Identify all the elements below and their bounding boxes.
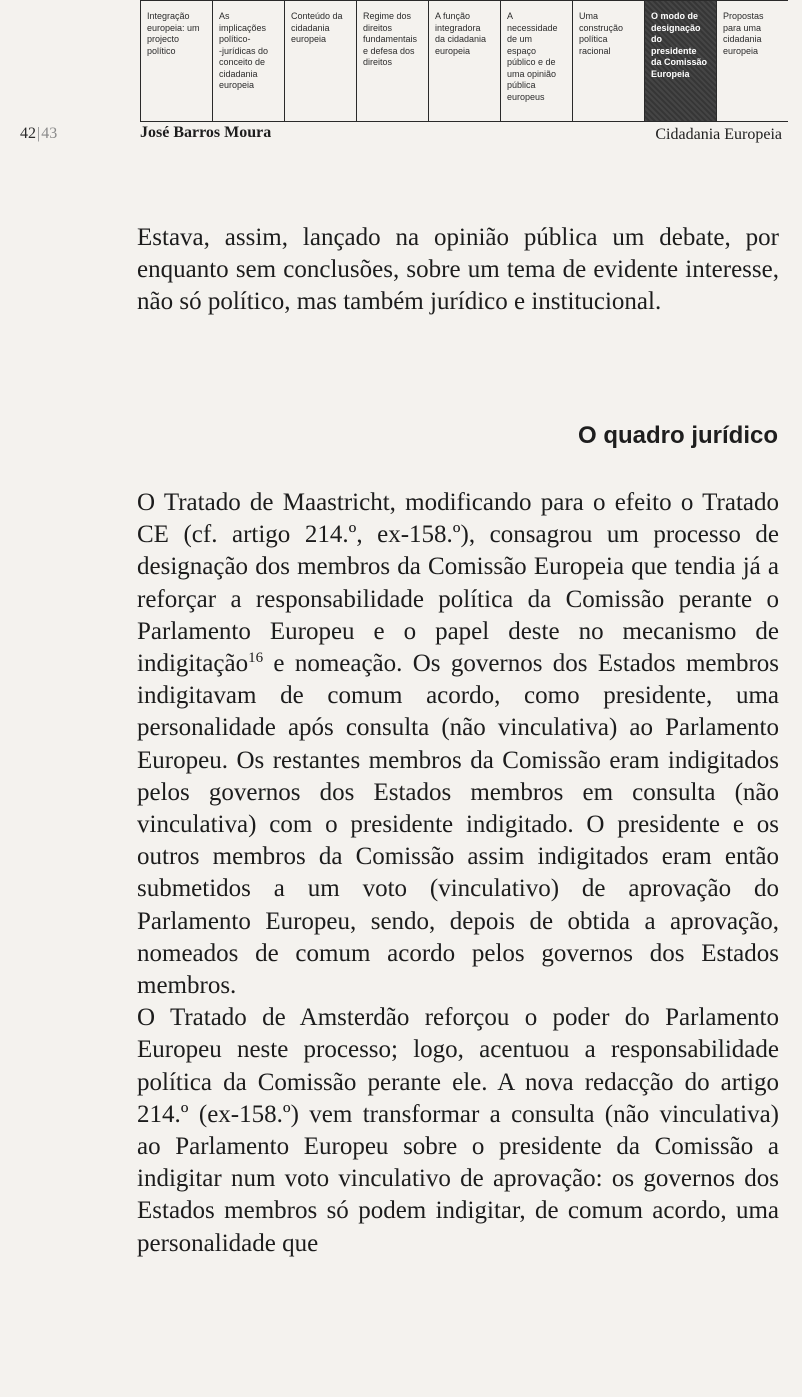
page-number-right: 43 (41, 125, 58, 142)
chapter-tab-5: A função integradora da cidadania europeia (428, 1, 500, 121)
paragraph-maastricht-part-1: O Tratado de Maastricht, modificando para o efeito o Tratado CE (cf. artigo 214.º, ex-158.º), consagrou um processo de designação dos membros da Comissão Europeia que tendia já a reforçar a responsabilidade política da Comissão perante o Parlamento Europeu e o papel deste no mecanismo de indigitação (137, 489, 779, 678)
section-heading: O quadro jurídico (577, 422, 778, 449)
chapter-tab-3: Conteúdo da cidadania europeia (284, 1, 356, 121)
running-header-book-title: Cidadania Europeia (655, 126, 782, 143)
main-text (137, 487, 779, 1260)
intro-paragraph-text: Estava, assim, lançado na opinião pública um debate, por enquanto sem conclusões, sobre um tema de evidente interesse, não só político, mas também jurídico e institucional. (137, 224, 779, 316)
chapter-tab-7: Uma construção política racional (572, 1, 644, 121)
paragraph-maastricht-part-2: e nomeação. Os governos dos Estados membros indigitavam de comum acordo, como presidente, uma personalidade após consulta (não vinculativa) ao Parlamento Europeu. Os restantes membros da Comissão eram indigitados pelos governos dos Estados membros em consulta (não vinculativa) com o presidente indigitado. O presidente e os outros membros da Comissão assim indigitados eram então submetidos a um voto (vinculativo) de aprovação do Parlamento Europeu, sendo, depois de obtida a aprovação, nomeados de comum acordo pelos governos dos Estados membros. (137, 650, 779, 1000)
chapter-tab-8-current: O modo de designação do presidente da Comissão Europeia (644, 1, 716, 121)
chapter-tab-1: Integração europeia: um projecto político (140, 1, 212, 121)
footnote-reference: 16 (248, 650, 264, 667)
chapter-tab-4: Regime dos direitos fundamentais e defesa dos direitos (356, 1, 428, 121)
paragraph-maastricht (137, 487, 779, 1002)
paragraph-amsterdao: O Tratado de Amsterdão reforçou o poder do Parlamento Europeu neste processo; logo, acentuou a responsabilidade política da Comissão perante ele. A nova redacção do artigo 214.º (ex-158.º) vem transformar a consulta (não vinculativa) ao Parlamento Europeu sobre o presidente da Comissão a indigitar num voto vinculativo de aprovação: os governos dos Estados membros só podem indigitar, de comum acordo, uma personalidade que (137, 1004, 779, 1257)
page-number-left: 42 (20, 125, 36, 142)
chapter-navigation-table (140, 0, 788, 122)
chapter-tab-9: Propostas para uma cidadania europeia (716, 1, 788, 121)
intro-paragraph (137, 222, 779, 319)
chapter-tab-6: A necessidade de um espaço público e de uma opinião pública europeus (500, 1, 572, 121)
page-number-separator: | (37, 125, 41, 142)
chapter-tab-2: As implicações político- -jurídicas do conceito de cidadania europeia (212, 1, 284, 121)
running-header-author: José Barros Moura (140, 124, 272, 141)
page-numbers (20, 125, 57, 143)
